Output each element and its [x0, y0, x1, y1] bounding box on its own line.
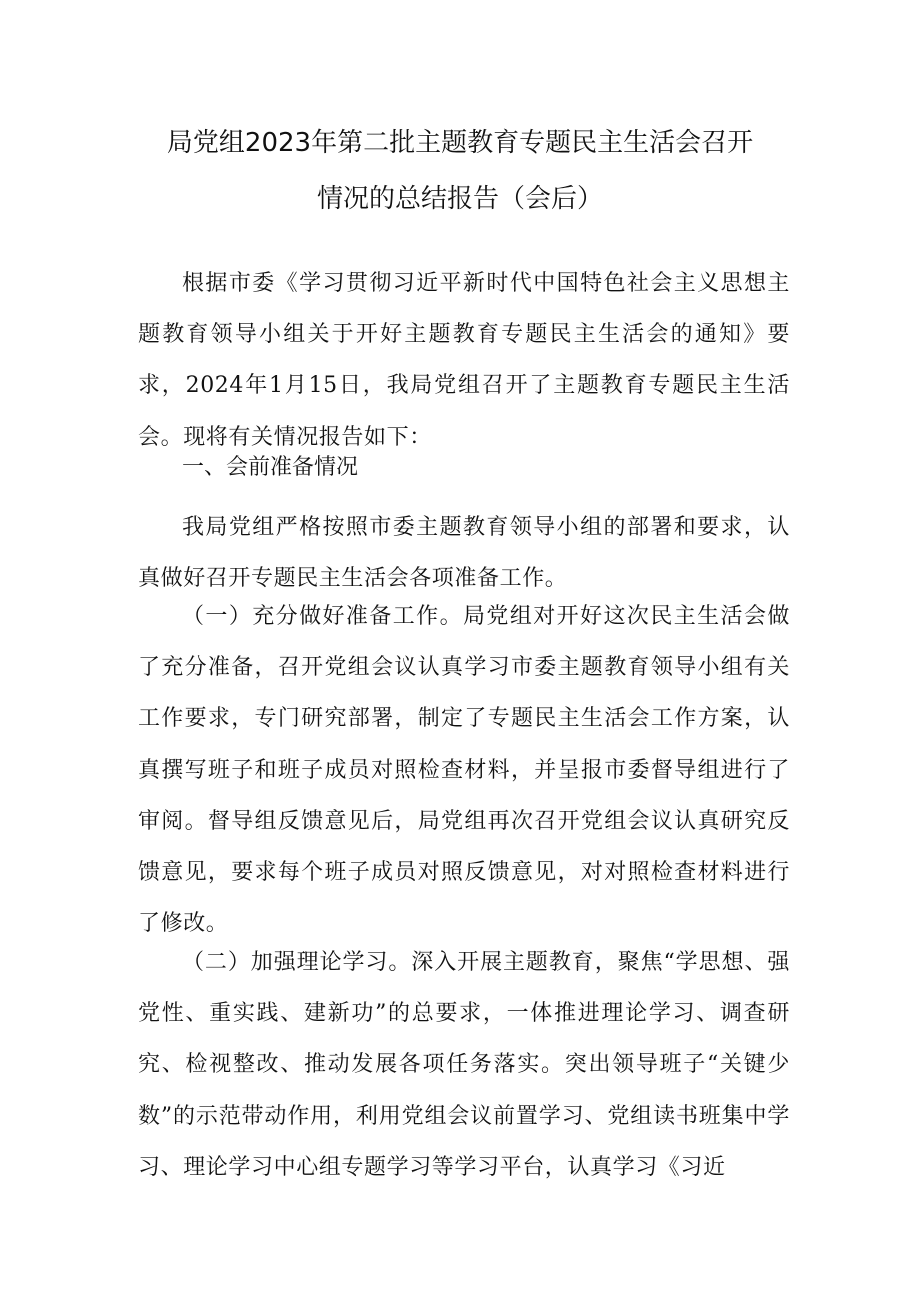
intro-paragraph: 根据市委《学习贯彻习近平新时代中国特色社会主义思想主题教育领导小组关于开好主题教育专题民主生活会的通知》要求，2024年1月15日，我局党组召开了主题教育专题民主生活会。现将有关情况报告如下：: [138, 271, 790, 450]
section-1-paragraph: 我局党组严格按照市委主题教育领导小组的部署和要求，认真做好召开专题民主生活会各项准备工作。: [138, 515, 790, 592]
section-heading-preparation: 一、会前准备情况: [182, 455, 359, 480]
document-title-line-1: 局党组2023年第二批主题教育专题民主生活会召开: [166, 128, 754, 158]
document-title-line-2: 情况的总结报告（会后）: [316, 184, 603, 214]
subsection-2-paragraph: （二）加强理论学习。深入开展主题教育，聚焦“学思想、强党性、重实践、建新功”的总要求，一体推进理论学习、调查研究、检视整改、推动发展各项任务落实。突出领导班子“关键少数”的示范带动作用，利用党组会议前置学习、党组读书班集中学习、理论学习中心组专题学习等学习平台，认真学习《习近: [138, 950, 790, 1180]
subsection-1-paragraph: （一）充分做好准备工作。局党组对开好这次民主生活会做了充分准备，召开党组会议认真学习市委主题教育领导小组有关工作要求，专门研究部署，制定了专题民主生活会工作方案，认真撰写班子和班子成员对照检查材料，并呈报市委督导组进行了审阅。督导组反馈意见后，局党组再次召开党组会议认真研究反馈意见，要求每个班子成员对照反馈意见，对对照检查材料进行了修改。: [138, 604, 790, 937]
